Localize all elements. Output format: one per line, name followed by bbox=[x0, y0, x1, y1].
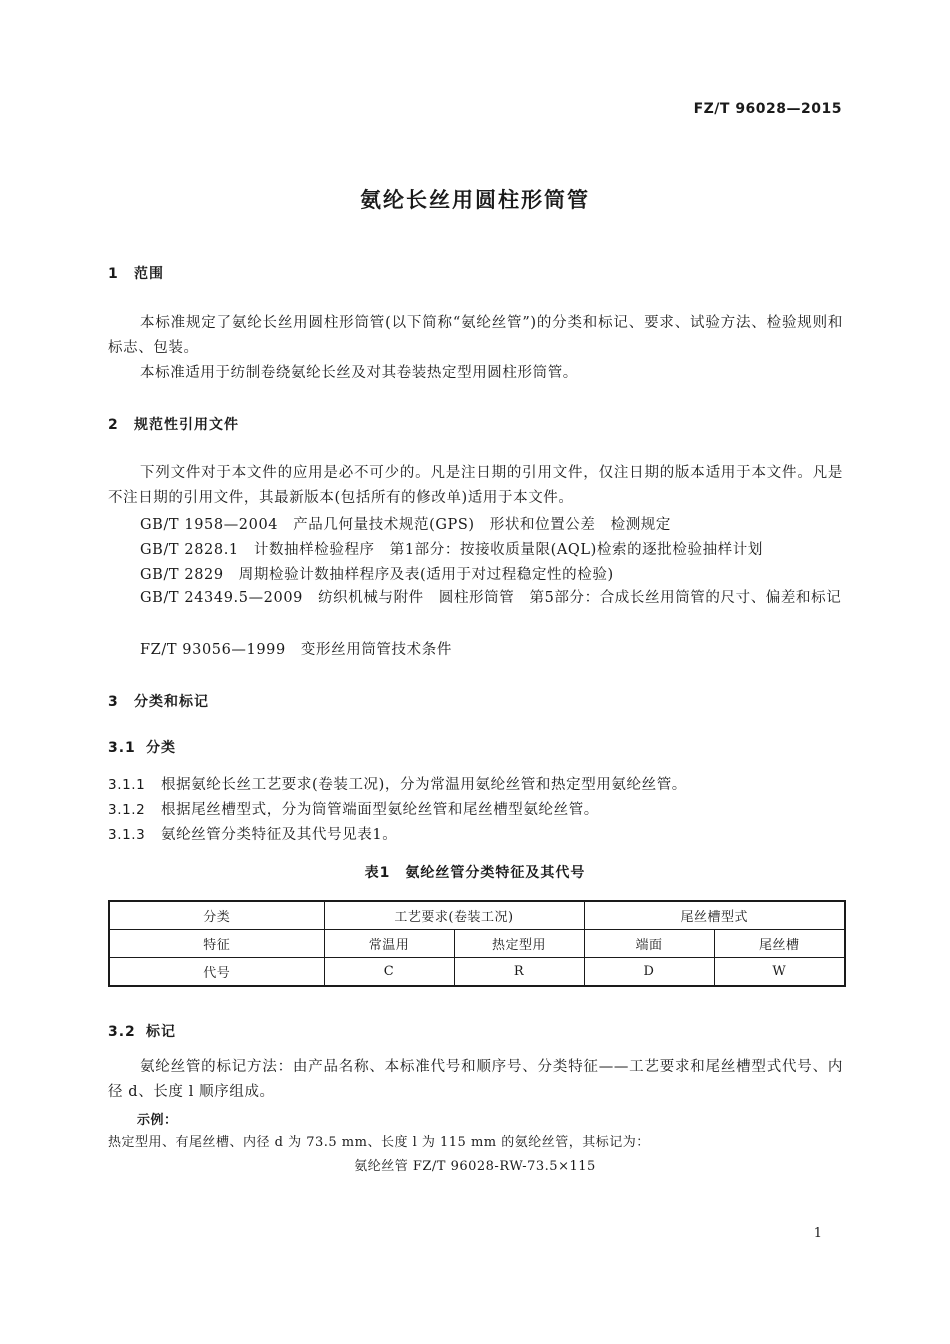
scope-paragraph-1: 本标准规定了氨纶长丝用圆柱形筒管(以下简称“氨纶丝管”)的分类和标记、要求、试验方法、检验规则和标志、包装。 bbox=[108, 315, 843, 356]
marking-paragraph: 氨纶丝管的标记方法：由产品名称、本标准代号和顺序号、分类特征——工艺要求和尾丝槽型式代号、内径 d、长度 l 顺序组成。 bbox=[108, 1059, 843, 1100]
table-cell: C bbox=[324, 958, 454, 987]
table-cell: 常温用 bbox=[324, 930, 454, 958]
table-caption: 表1 氨纶丝管分类特征及其代号 bbox=[364, 865, 586, 881]
table-cell: 特征 bbox=[109, 930, 324, 958]
classification-table bbox=[108, 900, 846, 987]
clause-number: 3.1.1 bbox=[108, 777, 146, 793]
subsection-3-1-heading bbox=[108, 737, 176, 757]
table-cell: 热定型用 bbox=[454, 930, 584, 958]
clause-3-1-3 bbox=[108, 823, 397, 844]
subsection-3-2-heading bbox=[108, 1021, 176, 1041]
section-title: 范围 bbox=[134, 266, 164, 282]
references-intro-paragraph: 下列文件对于本文件的应用是必不可少的。凡是注日期的引用文件，仅注日期的版本适用于本文件。凡是不注日期的引用文件，其最新版本(包括所有的修改单)适用于本文件。 bbox=[108, 465, 843, 506]
clause-text: 根据尾丝槽型式，分为筒管端面型氨纶丝管和尾丝槽型氨纶丝管。 bbox=[161, 802, 599, 818]
section-title: 规范性引用文件 bbox=[134, 417, 239, 433]
table-cell: 代号 bbox=[109, 958, 324, 987]
table-cell: 分类 bbox=[109, 901, 324, 930]
table-cell: 尾丝槽型式 bbox=[584, 901, 845, 930]
table-row bbox=[109, 958, 845, 987]
clause-number: 3.1.3 bbox=[108, 827, 146, 843]
example-label: 示例： bbox=[137, 1113, 178, 1128]
subsection-number: 3.2 bbox=[108, 1024, 136, 1040]
reference-item: GB/T 1958—2004 产品几何量技术规范(GPS) 形状和位置公差 检测规定 bbox=[140, 517, 671, 533]
example-mark: 氨纶丝管 FZ/T 96028-RW-73.5×115 bbox=[354, 1159, 596, 1174]
subsection-title: 标记 bbox=[146, 1024, 176, 1040]
table-cell: 工艺要求(卷装工况) bbox=[324, 901, 584, 930]
clause-text: 根据氨纶长丝工艺要求(卷装工况)，分为常温用氨纶丝管和热定型用氨纶丝管。 bbox=[161, 777, 687, 793]
clause-number: 3.1.2 bbox=[108, 802, 146, 818]
subsection-number: 3.1 bbox=[108, 740, 136, 756]
reference-item: GB/T 2828.1 计数抽样检验程序 第1部分：按接收质量限(AQL)检索的逐批检验抽样计划 bbox=[140, 542, 763, 558]
scope-paragraph-2: 本标准适用于纺制卷绕氨纶长丝及对其卷装热定型用圆柱形筒管。 bbox=[140, 365, 578, 381]
example-text: 热定型用、有尾丝槽、内径 d 为 73.5 mm、长度 l 为 115 mm 的氨纶丝管，其标记为： bbox=[108, 1135, 650, 1150]
section-number: 3 bbox=[108, 694, 119, 710]
table-row bbox=[109, 930, 845, 958]
standard-code: FZ/T 96028—2015 bbox=[693, 101, 842, 117]
table-row bbox=[109, 901, 845, 930]
section-number: 2 bbox=[108, 417, 119, 433]
subsection-title: 分类 bbox=[146, 740, 176, 756]
table-cell: R bbox=[454, 958, 584, 987]
table-cell: 尾丝槽 bbox=[714, 930, 845, 958]
reference-item: GB/T 24349.5—2009 纺织机械与附件 圆柱形筒管 第5部分：合成长丝用筒管的尺寸、偏差和标记 bbox=[140, 590, 842, 606]
clause-text: 氨纶丝管分类特征及其代号见表1。 bbox=[161, 827, 398, 843]
reference-item: GB/T 2829 周期检验计数抽样程序及表(适用于对过程稳定性的检验) bbox=[140, 567, 614, 583]
section-2-heading bbox=[108, 414, 239, 434]
table-cell: D bbox=[584, 958, 714, 987]
table-cell: W bbox=[714, 958, 845, 987]
section-title: 分类和标记 bbox=[134, 694, 209, 710]
section-1-heading bbox=[108, 263, 164, 283]
reference-item: FZ/T 93056—1999 变形丝用筒管技术条件 bbox=[140, 642, 452, 658]
table-cell: 端面 bbox=[584, 930, 714, 958]
clause-3-1-1 bbox=[108, 773, 687, 794]
section-3-heading bbox=[108, 691, 209, 711]
document-title: 氨纶长丝用圆柱形筒管 bbox=[360, 188, 590, 212]
section-number: 1 bbox=[108, 266, 119, 282]
clause-3-1-2 bbox=[108, 798, 599, 819]
page-number: 1 bbox=[813, 1226, 822, 1241]
